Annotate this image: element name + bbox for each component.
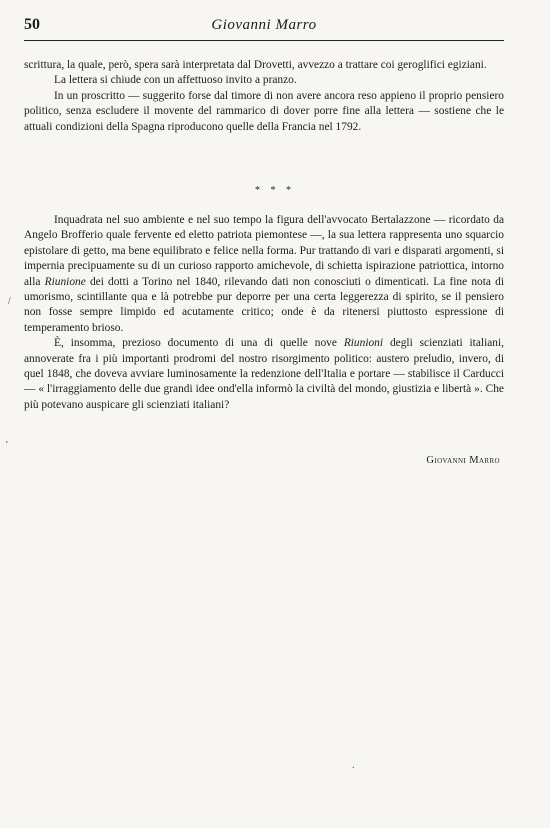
paragraph: [24, 336, 504, 413]
header-rule: [24, 40, 504, 41]
paragraph-text: È, insomma, prezioso documento di una di quelle nove: [54, 337, 337, 350]
italic-term: Riunione: [44, 275, 86, 288]
author-signature: Giovanni Marro: [426, 455, 500, 466]
margin-mark: ': [6, 440, 8, 451]
page-header: [24, 14, 504, 38]
paragraph: [24, 213, 504, 336]
paragraph-text: degli scienziati italiani, annoverate fra i più importanti prodromi del nostro risorgimento politico: austero preludio, invero, di quel 1848, che doveva avviare luminosamente la redenzione dell'Italia e portare — stabilisce il Carducci — « l'irraggiamento delle due grandi idee ond'ella informò la civiltà del mondo, giustizia e libertà ». Che più potevano auspicare gli scienziati italiani?: [24, 337, 505, 411]
paragraph-text: dei dotti a Torino nel 1840, rilevando dati non conosciuti o dimenticati. La fine nota di umorismo, scintillante qua e là potrebbe pur deporre per una certa leggerezza di spirito, se il pensiero non fosse sempre limpido ed acutamente critico; onde è da ritenersi piuttosto espressione di temperamento brioso.: [24, 275, 504, 334]
italic-term: Riunioni: [343, 337, 384, 350]
paragraph: In un proscritto — suggerito forse dal timore di non avere ancora reso appieno il proprio pensiero politico, senza escludere il movente del rammarico di dover porre fine alla lettera — sostiene che le attuali condizioni della Spagna riproducono quelle della Francia nel 1792.: [24, 89, 504, 133]
text-block-letter-end: [24, 58, 504, 135]
paragraph: scrittura, la quale, però, spera sarà interpretata dal Drovetti, avvezzo a trattare coi geroglifici egiziani.: [24, 59, 487, 71]
margin-mark: /: [8, 296, 11, 307]
text-block-commentary: [24, 213, 504, 413]
speck-mark: .: [352, 760, 355, 771]
page-number: 50: [24, 16, 40, 33]
paragraph-text: Inquadrata nel suo ambiente e nel suo tempo la figura dell'avvocato Bertalazzone — ricordato da Angelo Brofferio quale fervente ed eletto patriota piemontese —, la sua lettera rappresenta uno squarcio epistolare di getto, ma bene equilibrato e felice nella forma. Pur trattando di vari e disparati argomenti, si impernia precipuamente su di un curioso rapporto amichevole, di schietta ispirazione patriottica, intorno alla: [24, 214, 504, 288]
running-title: Giovanni Marro: [211, 17, 317, 33]
section-divider: * * *: [255, 185, 295, 196]
paragraph: La lettera si chiude con un affettuoso invito a pranzo.: [54, 74, 297, 87]
